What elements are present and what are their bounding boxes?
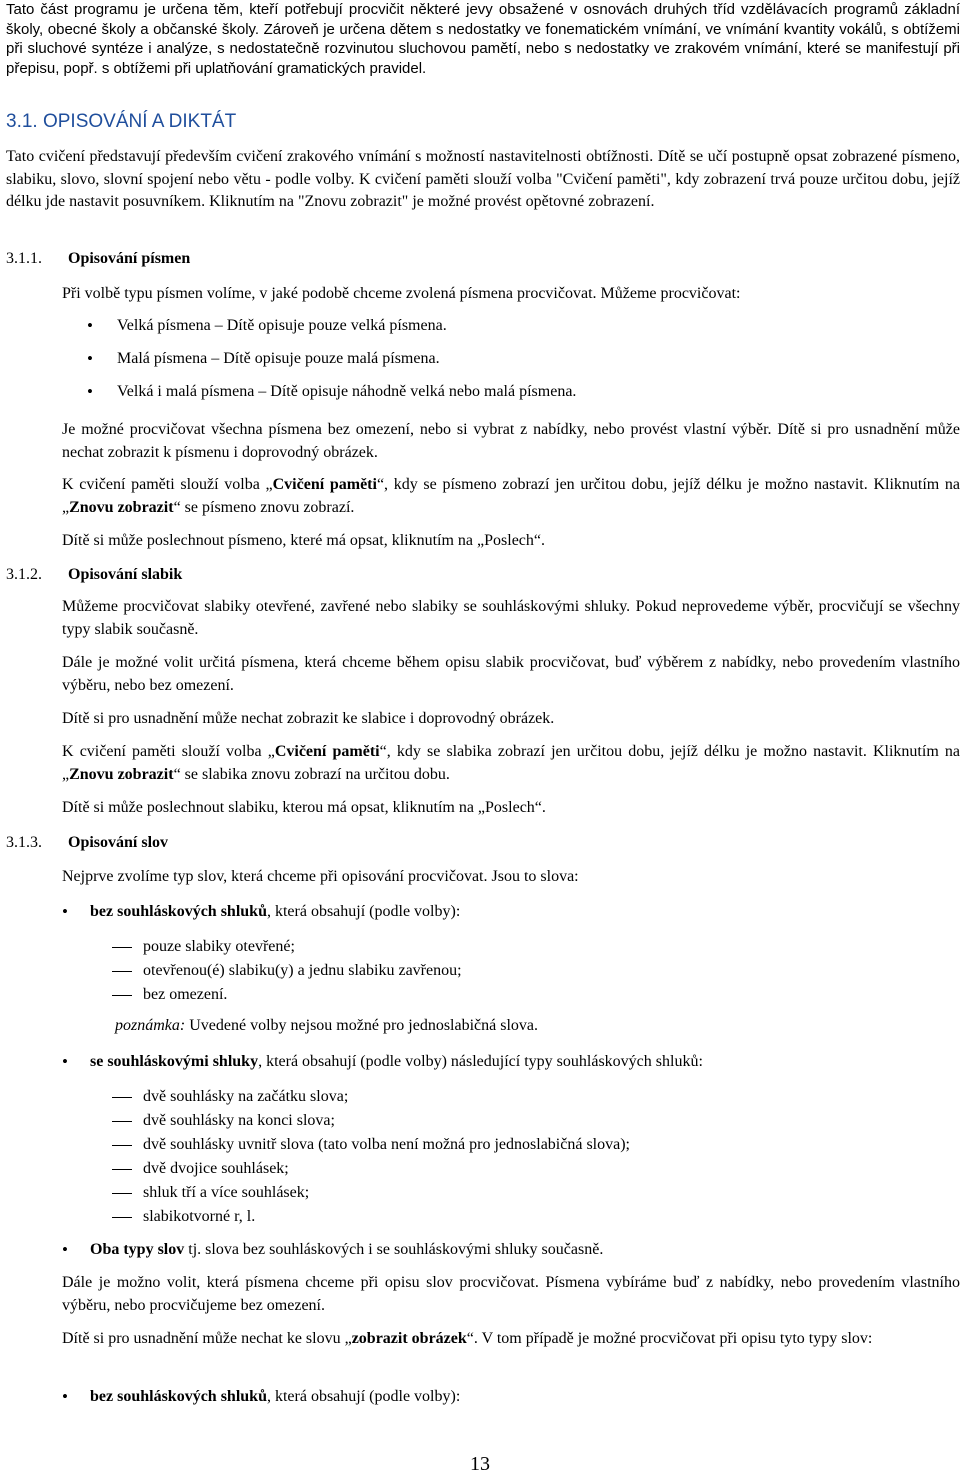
list-item: • Velká písmena – Dítě opisuje pouze velká písmena. <box>62 314 960 338</box>
list-item: dvě souhlásky na konci slova; <box>112 1109 960 1133</box>
s312-paragraph-2: Dále je možné volit určitá písmena, která chceme během opisu slabik procvičovat, buď výběrem z nabídky, nebo provedením vlastního výběru, nebo bez omezení. <box>62 654 960 694</box>
list-item: slabikotvorné r, l. <box>112 1205 960 1229</box>
list-item: • Malá písmena – Dítě opisuje pouze malá písmena. <box>62 347 960 371</box>
note-label: poznámka: <box>115 1017 186 1034</box>
s313-note: poznámka: Uvedené volby nejsou možné pro jednoslabičná slova. <box>115 1017 539 1034</box>
s313-paragraph-2: Dále je možno volit, která písmena chceme při opisu slov procvičovat. Písmena vybíráme buď z nabídky, nebo provedením vlastního výběru, nebo procvičujeme bez omezení. <box>62 1274 960 1314</box>
s313-bullet-2 <box>62 1050 960 1074</box>
s312-paragraph-3: Dítě si pro usnadnění může nechat zobrazit ke slabice i doprovodný obrázek. <box>62 710 555 727</box>
list-item: dvě souhlásky uvnitř slova (tato volba není možná pro jednoslabičná slova); <box>112 1133 960 1157</box>
list-item: dvě dvojice souhlásek; <box>112 1157 960 1181</box>
section-number: 3.1. <box>6 111 38 132</box>
list-item: • Oba typy slov tj. slova bez souhláskových i se souhláskovými shluky současně. <box>62 1238 960 1262</box>
show-again-label: Znovu zobrazit <box>69 498 174 516</box>
s313-paragraph-1: Nejprve zvolíme typ slov, která chceme při opisování procvičovat. Jsou to slova: <box>62 868 579 885</box>
list-item: otevřenou(é) slabiku(y) a jednu slabiku zavřenou; <box>112 959 960 983</box>
subsection-heading-313 <box>6 832 606 854</box>
subsection-number: 3.1.2. <box>6 566 42 583</box>
s311-paragraph-1: Při volbě typu písmen volíme, v jaké podobě chceme zvolená písmena procvičovat. Můžeme procvičovat: <box>62 285 741 302</box>
s312-paragraph-1: Můžeme procvičovat slabiky otevřené, zavřené nebo slabiky se souhláskovými shluky. Pokud neprovedeme výběr, procvičují se všechny typy slabik současně. <box>62 598 960 638</box>
list-item: • bez souhláskových shluků, která obsahují (podle volby): <box>62 1385 960 1409</box>
subsection-number: 3.1.3. <box>6 834 42 851</box>
s311-bullet-list <box>62 314 960 404</box>
s313-paragraph-3: Dítě si pro usnadnění může nechat ke slovu „zobrazit obrázek“. V tom případě je možné procvičovat při opisu tyto typy slov: <box>62 1330 873 1347</box>
list-item: • bez souhláskových shluků, která obsahují (podle volby): <box>62 900 960 924</box>
list-item: dvě souhlásky na začátku slova; <box>112 1085 960 1109</box>
subsection-number: 3.1.1. <box>6 250 42 267</box>
s313-bullet-4 <box>62 1385 960 1409</box>
list-item: • se souhláskovými shluky, která obsahují (podle volby) následující typy souhláskových shluků: <box>62 1050 960 1074</box>
s311-paragraph-4: Dítě si může poslechnout písmeno, které má opsat, kliknutím na „Poslech“. <box>62 532 546 549</box>
s313-bullet-1 <box>62 900 960 924</box>
list-item: bez omezení. <box>112 983 960 1007</box>
memory-option-label: Cvičení paměti <box>272 476 377 493</box>
list-item: shluk tří a více souhlásek; <box>112 1181 960 1205</box>
subsection-heading-312 <box>6 564 606 586</box>
s311-paragraph-2: Je možné procvičovat všechna písmena bez omezení, nebo si vybrat z nabídky, nebo provést vlastní výběr. Dítě si pro usnadnění může nechat zobrazit k písmenu i doprovodný obrázek. <box>62 421 960 461</box>
section-heading <box>6 110 606 134</box>
section-intro: Tato cvičení představují především cvičení zrakového vnímání s možností nastavitelnosti obtížnosti. Dítě se učí postupně opsat zobrazené písmeno, slabiku, slovo, slovní spojení nebo větu - podle volby. K cvičení paměti slouží volba "Cvičení paměti", kdy zobrazení trvá pouze určitou dobu, jejíž délku jde nastavit posuvníkem. Kliknutím na "Znovu zobrazit" je možné provést opětovné zobrazení. <box>6 148 960 210</box>
page-number: 13 <box>470 1453 490 1475</box>
s312-paragraph-4: K cvičení paměti slouží volba „Cvičení paměti“, kdy se slabika zobrazí jen určitou dobu, jejíž délku je možno nastavit. Kliknutím na „Znovu zobrazit“ se slabika znovu zobrazí na určitou dobu. <box>62 743 960 783</box>
subsection-title: Opisování slabik <box>68 566 183 583</box>
s311-paragraph-3: K cvičení paměti slouží volba „Cvičení paměti“, kdy se písmeno zobrazí jen určitou dobu, jejíž délku je možno nastavit. Kliknutím na „Znovu zobrazit“ se písmeno znovu zobrazí. <box>62 476 960 516</box>
s312-paragraph-5: Dítě si může poslechnout slabiku, kterou má opsat, kliknutím na „Poslech“. <box>62 799 546 816</box>
intro-paragraph: Tato část programu je určena těm, kteří potřebují procvičit některé jevy obsažené v osnovách druhých tříd vzdělávacích programů základní školy, obecné školy a občanské školy. Zároveň je určena dětem s nedostatky ve fonematickém vnímání, ve vnímání kvantity vokálů, s obtížemi při sluchové syntéze i analýze, s nedostatečně rozvinutou sluchovou pamětí, nebo s nedostatky ve zrakovém vnímání, které se manifestují při přepisu, popř. s obtížemi při uplatňování gramatických pravidel. <box>6 1 960 77</box>
s313-bullet-3 <box>62 1238 960 1262</box>
list-item: pouze slabiky otevřené; <box>112 935 960 959</box>
subsection-title: Opisování slov <box>68 834 169 851</box>
list-item: • Velká i malá písmena – Dítě opisuje náhodně velká nebo malá písmena. <box>62 380 960 404</box>
subsection-title: Opisování písmen <box>68 250 191 267</box>
section-title: OPISOVÁNÍ A DIKTÁT <box>42 111 237 132</box>
s313-dash-list-2 <box>112 1085 960 1229</box>
subsection-heading-311 <box>6 248 606 270</box>
s313-dash-list-1 <box>112 935 960 1007</box>
